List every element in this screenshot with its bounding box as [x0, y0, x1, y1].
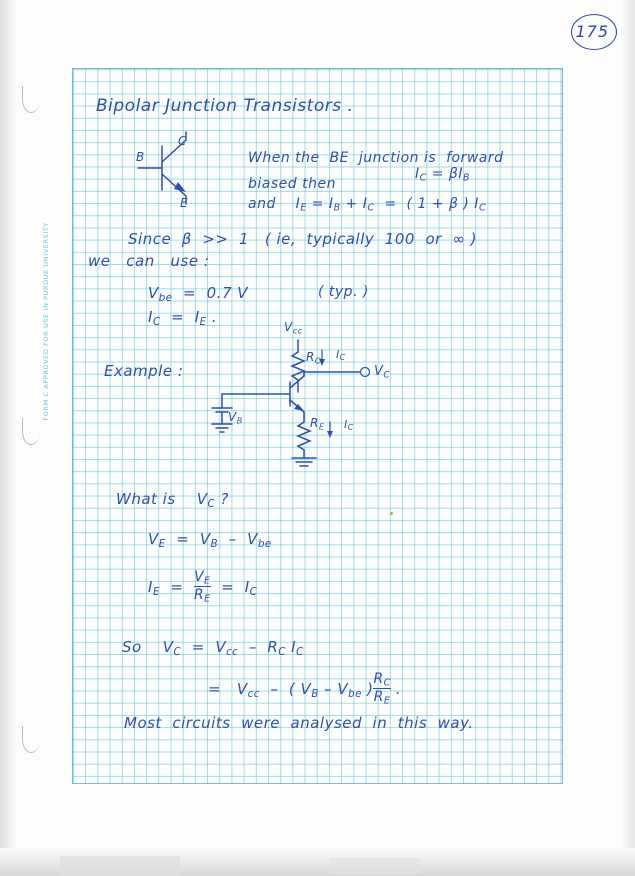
derivation-line-4: = $V_{cc}$ – ( $V_B - V_{be}$ ) $\frac{R_C}{R_E}$ .	[208, 671, 402, 708]
equation-vbe-note: ( typ. )	[318, 284, 369, 300]
form-stamp: FORM C APPROVED FOR USE IN PURDUE UNIVERSITY	[42, 222, 50, 421]
label-collector: C	[178, 134, 187, 148]
derivation-line-2: $I_E$ = $\frac{V_E}{R_E}$ = $I_C$	[148, 569, 258, 606]
punch-hole-middle	[22, 418, 40, 445]
fraction-rc-over-re: $\frac{R_C}{R_E}$	[373, 671, 391, 708]
punch-hole-top	[22, 86, 40, 113]
since-line-1: Since β >> 1 ( ie, typically 100 or ∞ )	[128, 230, 477, 248]
circuit-label-ic-top: $I_C$	[336, 348, 346, 363]
page-edge-left	[0, 0, 16, 876]
tape-strip-right	[330, 858, 420, 874]
label-base: B	[136, 150, 145, 164]
example-label: Example :	[104, 362, 184, 380]
intro-line-1: When the BE junction is forward	[248, 150, 504, 166]
circuit-label-vc: $V_C$	[374, 364, 391, 381]
derivation-line-1: $V_E = V_B - V_{be}$	[148, 530, 272, 550]
intro-line-3: and $I_E = I_B + I_C$ = ( 1 + β ) $I_C$	[248, 196, 487, 214]
equation-ic: $I_C = \beta I_B$	[415, 166, 471, 184]
punch-hole-bottom	[22, 726, 40, 753]
label-emitter: E	[180, 196, 189, 210]
fraction-ve-over-re: $\frac{V_E}{R_E}$	[194, 569, 211, 606]
circuit-label-rc: $R_C$	[306, 350, 322, 366]
transistor-symbol	[130, 130, 220, 210]
notes-title: Bipolar Junction Transistors .	[96, 96, 354, 116]
paper-speck	[390, 512, 393, 515]
equation-vbe: $V_{be} = 0.7$ V	[148, 284, 249, 304]
circuit-label-vb: $V_B$	[228, 410, 243, 426]
question-what-is-vc: What is $V_C$ ?	[116, 490, 229, 510]
intro-line-2: biased then	[248, 176, 336, 192]
tape-strip-left	[60, 856, 180, 876]
derivation-line-3: So $V_C = V_{cc} - R_C$ $I_C$	[122, 638, 304, 658]
circuit-label-ic-bottom: $I_C$	[344, 418, 354, 433]
since-line-2: we can use :	[88, 252, 210, 270]
page-edge-right	[621, 0, 635, 876]
page-number: 175	[575, 22, 609, 41]
closing-statement: Most circuits were analysed in this way.	[124, 714, 474, 732]
equation-ic-equals-ie: $I_C = I_E$ .	[148, 308, 218, 328]
circuit-label-vcc: $V_{cc}$	[284, 320, 303, 336]
circuit-label-re: $R_E$	[310, 416, 325, 432]
